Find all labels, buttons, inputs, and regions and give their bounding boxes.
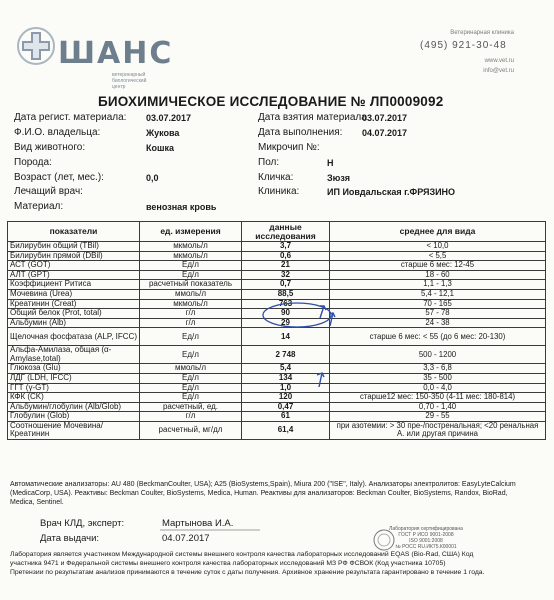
cell-value: 21: [242, 261, 330, 271]
cell-reference: 29 - 55: [330, 412, 546, 422]
cell-unit: Ед/л: [140, 373, 242, 383]
owner-label: Ф.И.О. владельца:: [14, 127, 101, 138]
reg-date-label: Дата регист. материала:: [14, 112, 127, 123]
cell-reference: 0,0 - 4,0: [330, 383, 546, 393]
cell-reference: 0,70 - 1,40: [330, 402, 546, 412]
cell-parameter: КФК (CK): [8, 393, 140, 403]
sex-value: Н: [327, 158, 334, 168]
species-label: Вид животного:: [14, 142, 86, 153]
table-row: [8, 383, 546, 393]
cell-value: 0,47: [242, 402, 330, 412]
table-row: [8, 318, 546, 328]
cell-parameter: Соотношение Мочевина/Креатинин: [8, 421, 140, 439]
cell-unit: мкмоль/л: [140, 242, 242, 252]
col-header-value: данные исследования: [242, 222, 330, 242]
chip-label: Микрочип №:: [258, 142, 320, 153]
cell-parameter: Щелочная фосфатаза (ALP, IFCC): [8, 328, 140, 346]
cell-unit: Ед/л: [140, 346, 242, 364]
material-label: Материал:: [14, 201, 64, 212]
cell-unit: Ед/л: [140, 393, 242, 403]
owner-value: Жукова: [146, 128, 180, 138]
cell-parameter: Глобулин (Glob): [8, 412, 140, 422]
cell-parameter: Альбумин (Alb): [8, 318, 140, 328]
cell-reference: 24 - 38: [330, 318, 546, 328]
age-value: 0,0: [146, 173, 159, 183]
cell-unit: г/л: [140, 412, 242, 422]
cell-value: 0,7: [242, 280, 330, 290]
issue-date-value: 04.07.2017: [162, 533, 210, 544]
cell-unit: расчетный, мг/дл: [140, 421, 242, 439]
table-header-row: [8, 222, 546, 242]
cell-reference: < 5,5: [330, 251, 546, 261]
col-header-unit: ед. измерения: [140, 222, 242, 242]
cell-parameter: ГГТ (γ-GT): [8, 383, 140, 393]
species-value: Кошка: [146, 143, 175, 153]
cell-parameter: ЛДГ (LDH, IFCC): [8, 373, 140, 383]
table-row: [8, 393, 546, 403]
cell-parameter: Коэффициент Ритиса: [8, 280, 140, 290]
clinic-value: ИП Иовдальская г.ФРЯЗИНО: [327, 187, 456, 197]
cell-unit: расчетный показатель: [140, 280, 242, 290]
table-row: [8, 299, 546, 309]
cell-value: 29: [242, 318, 330, 328]
done-date-value: 04.07.2017: [362, 128, 408, 138]
material-value: венозная кровь: [146, 202, 217, 212]
cell-reference: 3,3 - 6,8: [330, 364, 546, 374]
cell-unit: г/л: [140, 309, 242, 319]
table-row: [8, 364, 546, 374]
cell-value: 1,0: [242, 383, 330, 393]
clinic-label: Клиника:: [258, 186, 300, 197]
cell-parameter: Альбумин/глобулин (Alb/Glob): [8, 402, 140, 412]
cell-value: 5,4: [242, 364, 330, 374]
cell-reference: 70 - 165: [330, 299, 546, 309]
contact-line: Ветеринарная клиника: [450, 30, 514, 36]
cell-value: 61: [242, 412, 330, 422]
doctor-label: Лечащий врач:: [14, 186, 83, 197]
table-row: [8, 412, 546, 422]
cell-value: 90: [242, 309, 330, 319]
cell-parameter: Мочевина (Urea): [8, 289, 140, 299]
cell-unit: мкмоль/л: [140, 299, 242, 309]
cell-value: 2 748: [242, 346, 330, 364]
col-header-parameter: показатели: [8, 222, 140, 242]
contact-site: www.vet.ru: [484, 58, 514, 64]
cell-unit: Ед/л: [140, 270, 242, 280]
reg-date-value: 03.07.2017: [146, 113, 192, 123]
table-row: [8, 251, 546, 261]
cell-value: 0,6: [242, 251, 330, 261]
cell-parameter: Глюкоза (Glu): [8, 364, 140, 374]
expert-label: Врач КЛД, эксперт:: [40, 518, 125, 529]
cell-reference: 5,4 - 12,1: [330, 289, 546, 299]
quality-footer: Лаборатория является участником Международной системы внешнего контроля качества лабораторных исследований EQAS (Bio-Rad, США) Код участника 9471 и Федеральной системы внешнего контроля качества лабораторных исследований МЗ РФ ФСВОК (Код участника 10705) Претензии по результатам анализов принимаются в течение суток с даты получения. Архивное хранение результата гарантировано в течение 1 года.: [10, 551, 485, 576]
table-row: [8, 346, 546, 364]
cell-value: 763: [242, 299, 330, 309]
cell-parameter: Креатинин (Creat): [8, 299, 140, 309]
table-row: [8, 402, 546, 412]
sample-date-value: 03.07.2017: [362, 113, 408, 123]
cell-parameter: Альфа-Амилаза, общая (α-Amylase,total): [8, 346, 140, 364]
cell-parameter: Общий белок (Prot, total): [8, 309, 140, 319]
certification-seal-icon: [372, 528, 396, 552]
cell-parameter: АЛТ (GPT): [8, 270, 140, 280]
cell-reference: старше12 мес: 150-350 (4-11 мес: 180-814): [330, 393, 546, 403]
cell-unit: Ед/л: [140, 261, 242, 271]
table-row: [8, 289, 546, 299]
cell-value: 3,7: [242, 242, 330, 252]
cell-value: 134: [242, 373, 330, 383]
sex-label: Пол:: [258, 157, 280, 168]
table-row: [8, 280, 546, 290]
cell-reference: 57 - 78: [330, 309, 546, 319]
cell-unit: ммоль/л: [140, 364, 242, 374]
nickname-label: Кличка:: [258, 172, 294, 183]
col-header-reference: среднее для вида: [330, 222, 546, 242]
cell-unit: расчетный, ед.: [140, 402, 242, 412]
expert-name: Мартынова И.А.: [162, 518, 234, 529]
cell-parameter: Билирубин прямой (DBil): [8, 251, 140, 261]
table-row: [8, 261, 546, 271]
cell-value: 14: [242, 328, 330, 346]
cell-reference: 1,1 - 1,3: [330, 280, 546, 290]
cell-reference: старше 6 мес: 12-45: [330, 261, 546, 271]
clinic-logo: [14, 14, 174, 90]
cell-value: 32: [242, 270, 330, 280]
breed-label: Порода:: [14, 157, 52, 168]
certification-stamp: Лаборатория сертифицирована ГОСТ Р ИСО 9001-2008 ISO 9001:2008 № РОСС RU.ИК75.К00001: [376, 526, 476, 564]
cross-logo-icon: [16, 26, 56, 66]
cell-reference: при азотемии: > 30 пре-/постренальная; <20 ренальная А. или другая причина: [330, 421, 546, 439]
cell-parameter: Билирубин общий (TBil): [8, 242, 140, 252]
cell-reference: старше 6 мес: < 55 (до 6 мес: 20-130): [330, 328, 546, 346]
table-row: [8, 328, 546, 346]
table-row: [8, 242, 546, 252]
age-label: Возраст (лет, мес.):: [14, 172, 104, 183]
cell-value: 61,4: [242, 421, 330, 439]
cell-unit: мкмоль/л: [140, 251, 242, 261]
nickname-value: Зюзя: [327, 173, 351, 183]
done-date-label: Дата выполнения:: [258, 127, 343, 138]
cell-unit: Ед/л: [140, 328, 242, 346]
cell-unit: г/л: [140, 318, 242, 328]
cell-unit: Ед/л: [140, 383, 242, 393]
table-row: [8, 270, 546, 280]
cell-unit: ммоль/л: [140, 289, 242, 299]
contact-phone: (495) 921-30-48: [420, 40, 507, 51]
signature-line: [160, 529, 260, 539]
cell-parameter: АСТ (GOT): [8, 261, 140, 271]
cell-reference: 18 - 60: [330, 270, 546, 280]
results-table: [7, 221, 546, 440]
cell-reference: < 10,0: [330, 242, 546, 252]
issue-date-label: Дата выдачи:: [40, 533, 100, 544]
document-title: БИОХИМИЧЕСКОЕ ИССЛЕДОВАНИЕ № ЛП0009092: [98, 94, 444, 109]
table-row: [8, 309, 546, 319]
cell-reference: 35 - 500: [330, 373, 546, 383]
sample-date-label: Дата взятия материала: [258, 112, 367, 123]
logo-subtitle: ветеринарный биологический центр: [112, 72, 147, 90]
contact-email: info@vet.ru: [483, 68, 514, 74]
cell-value: 120: [242, 393, 330, 403]
cell-reference: 500 - 1200: [330, 346, 546, 364]
table-row: [8, 373, 546, 383]
analyzers-note: Автоматические анализаторы: AU 480 (BeckmanCoulter, USA); A25 (BioSystems,Spain), Miura 200 ("ISE", Italy). Анализаторы электролитов: EasyLyteCalcium (MedicaCorp, USA). Реактивы: Beckman Coulter, BioSystems, Medica, Human. Реактивы для анализаторов: Beckman Coulter, BioSystems, Randox, BioRad, Medica, Sentinel.: [10, 481, 516, 506]
table-row: [8, 421, 546, 439]
cell-value: 88,5: [242, 289, 330, 299]
logo-wordmark: ШАНС: [58, 36, 174, 71]
